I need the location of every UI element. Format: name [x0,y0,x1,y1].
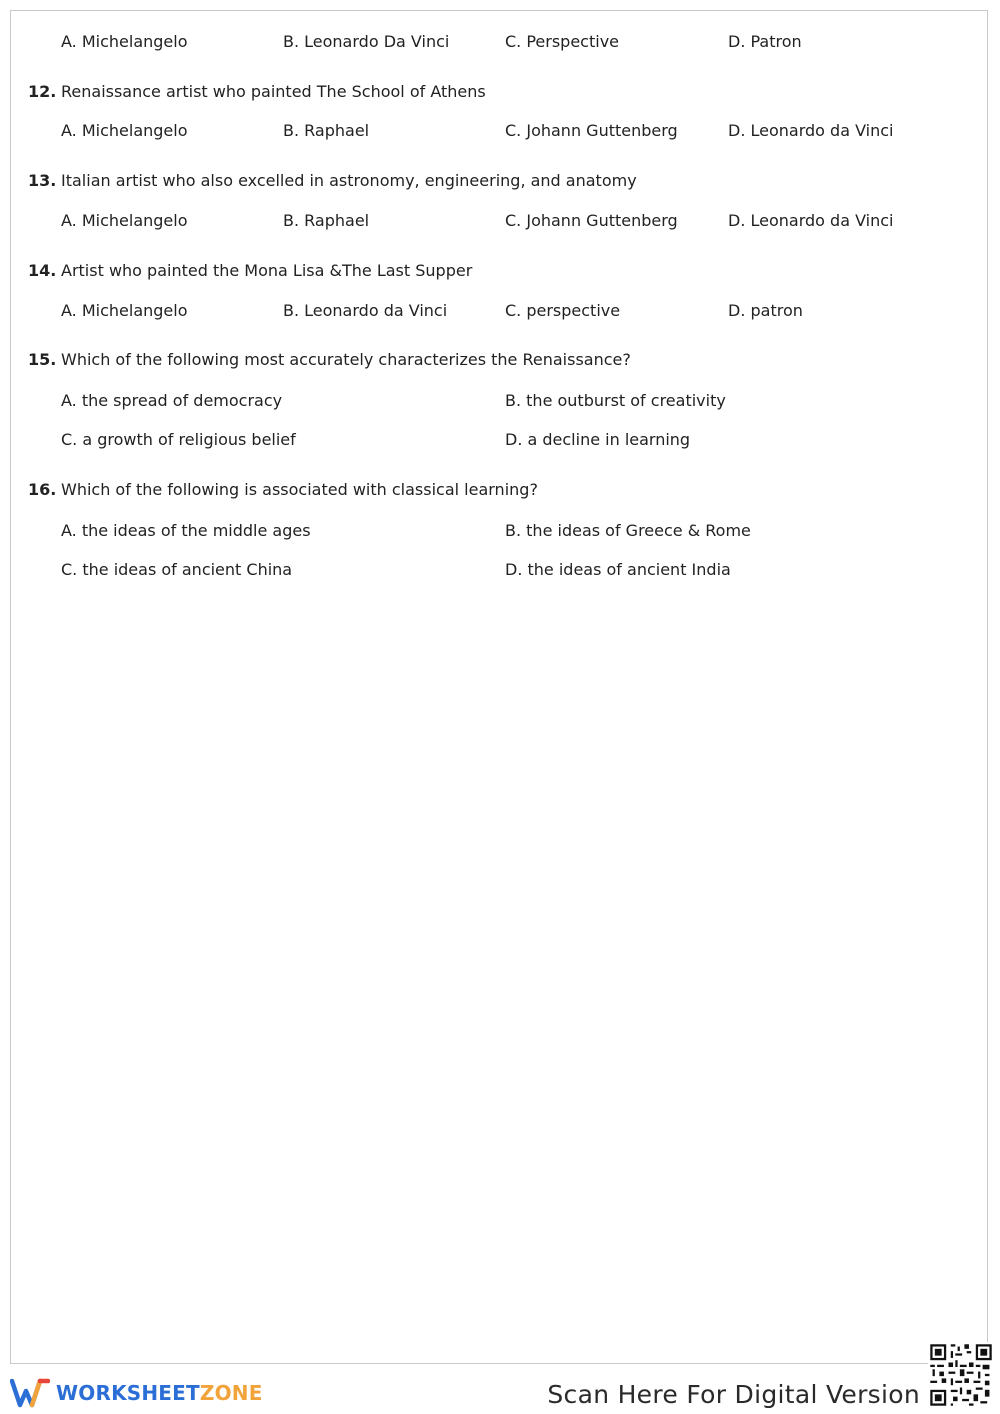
option-b[interactable]: B. the outburst of creativity [505,391,726,410]
question-number: 14. [28,261,57,280]
question-16-options-row-1 [0,520,1000,546]
question-text: Renaissance artist who painted The School of Athens [61,82,486,101]
option-d[interactable]: D. Leonardo da Vinci [728,121,894,140]
option-c[interactable]: C. a growth of religious belief [61,430,296,449]
option-c[interactable]: C. Perspective [505,32,620,51]
worksheetzone-logo-icon [10,1377,50,1409]
brand-name-part-2: ZONE [199,1381,263,1405]
question-text: Which of the following is associated with classical learning? [61,480,538,499]
option-a[interactable]: A. Michelangelo [61,121,188,140]
brand-name [56,1381,263,1405]
option-d[interactable]: D. patron [728,301,803,320]
option-d[interactable]: D. Leonardo da Vinci [728,211,894,230]
brand-logo[interactable] [10,1376,263,1410]
question-16 [0,479,1000,505]
option-c[interactable]: C. Johann Guttenberg [505,211,678,230]
question-number: 16. [28,480,57,499]
question-text: Italian artist who also excelled in astronomy, engineering, and anatomy [61,171,637,190]
question-12 [0,81,1000,107]
question-14-options [0,300,1000,326]
option-b[interactable]: B. Leonardo Da Vinci [283,32,450,51]
scan-label: Scan Here For Digital Version [547,1380,920,1409]
option-d[interactable]: D. the ideas of ancient India [505,560,731,579]
question-15-options-row-1 [0,390,1000,416]
question-15 [0,349,1000,375]
question-13-options [0,210,1000,236]
option-a[interactable]: A. Michelangelo [61,301,188,320]
question-11-options [0,31,1000,57]
option-d[interactable]: D. Patron [728,32,802,51]
question-number: 13. [28,171,57,190]
brand-name-part-1: WORKSHEET [56,1381,200,1405]
option-c[interactable]: C. the ideas of ancient China [61,560,293,579]
option-b[interactable]: B. Raphael [283,121,370,140]
option-c[interactable]: C. perspective [505,301,621,320]
question-14 [0,260,1000,286]
option-b[interactable]: B. Leonardo da Vinci [283,301,448,320]
option-a[interactable]: A. the ideas of the middle ages [61,521,311,540]
option-a[interactable]: A. the spread of democracy [61,391,283,410]
question-text: Artist who painted the Mona Lisa &The Last Supper [61,261,473,280]
question-text: Which of the following most accurately characterizes the Renaissance? [61,350,631,369]
qr-code-icon[interactable] [928,1342,994,1408]
question-13 [0,170,1000,196]
question-12-options [0,120,1000,146]
question-number: 12. [28,82,57,101]
question-15-options-row-2 [0,429,1000,455]
option-d[interactable]: D. a decline in learning [505,430,691,449]
option-b[interactable]: B. Raphael [283,211,370,230]
option-a[interactable]: A. Michelangelo [61,32,188,51]
option-c[interactable]: C. Johann Guttenberg [505,121,678,140]
question-number: 15. [28,350,57,369]
question-16-options-row-2 [0,559,1000,585]
option-b[interactable]: B. the ideas of Greece & Rome [505,521,751,540]
option-a[interactable]: A. Michelangelo [61,211,188,230]
